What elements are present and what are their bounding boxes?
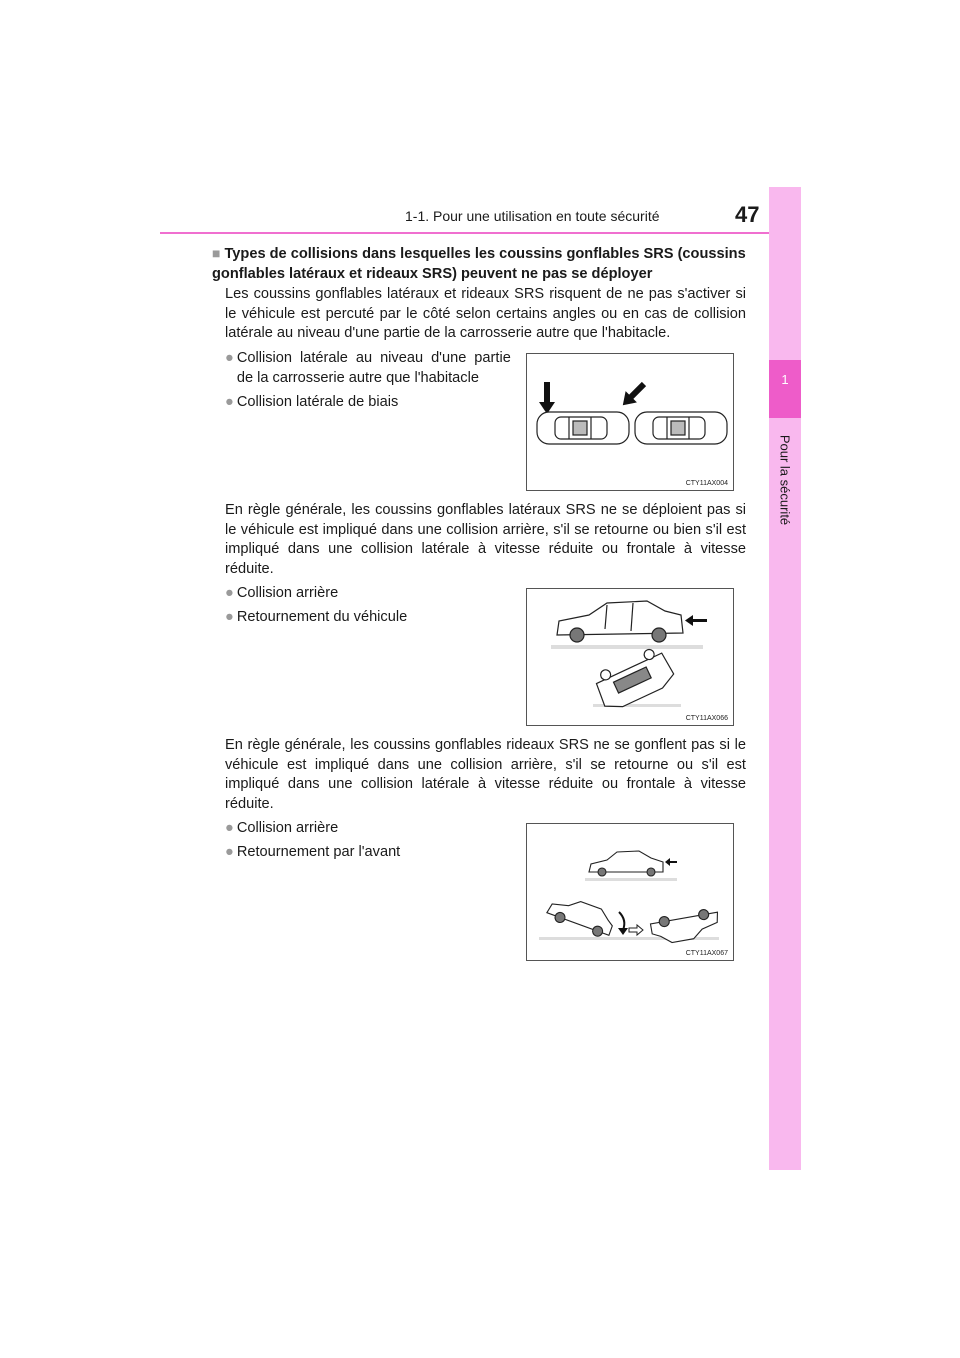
list-item-text: Collision arrière [236, 585, 339, 601]
front-rollover-illustration [527, 824, 733, 960]
list-item-text: Collision latérale au niveau d'une partie de la carrosserie autre que l'habitacle [236, 350, 511, 386]
side-tab-strip [769, 187, 801, 1170]
chapter-label: Pour la sécurité [777, 434, 793, 526]
intro-paragraph: Les coussins gonflables latéraux et rideaux SRS risquent de ne pas s'activer si le véhicule est percuté par le côté selon certains angles ou en cas de collision latérale au niveau d'une partie de la carrosserie autre que l'habitacle. [225, 286, 746, 342]
heading-text: Types de collisions dans lesquelles les coussins gonflables SRS (coussins gonflables latéraux et rideaux SRS) peuvent ne pas se déployer [212, 246, 746, 282]
list-item [225, 843, 400, 863]
list-item [225, 608, 407, 628]
bullet-dot-icon: ● [225, 350, 234, 366]
section-heading [212, 243, 747, 284]
bullet-dot-icon: ● [225, 844, 234, 860]
chapter-tab [769, 360, 801, 418]
figure-code: CTY11AX004 [685, 480, 728, 487]
list-item-text: Collision arrière [236, 820, 339, 836]
paragraph-curtain-airbags: En règle générale, les coussins gonflables rideaux SRS ne se gonflent pas si le véhicule est impliqué dans une collision arrière, s'il se retourne ou s'il est impliqué dans une collision latérale à vitesse réduite ou frontale à vitesse réduite. [225, 737, 746, 812]
figure-code: CTY11AX067 [685, 950, 728, 957]
figure-side-collision [526, 353, 734, 491]
square-bullet-icon: ■ [212, 245, 221, 261]
chapter-number: 1 [781, 372, 789, 387]
side-collision-illustration [527, 354, 733, 490]
list-item-text: Collision latérale de biais [236, 394, 399, 410]
paragraph-side-airbags: En règle générale, les coussins gonflables latéraux SRS ne se déploient pas si le véhicule est impliqué dans une collision arrière, s'il se retourne ou bien s'il est impliqué dans une collision latérale à vitesse réduite ou frontale à vitesse réduite. [225, 502, 746, 577]
figure-rear-front-rollover [526, 823, 734, 961]
bullet-dot-icon: ● [225, 394, 234, 410]
list-item-text: Retournement par l'avant [236, 844, 401, 860]
section-title: 1-1. Pour une utilisation en toute sécurité [405, 208, 660, 224]
rear-collision-rollover-illustration [527, 589, 733, 725]
list-item [225, 349, 511, 388]
figure-rear-rollover [526, 588, 734, 726]
bullet-dot-icon: ● [225, 609, 234, 625]
header-rule [160, 232, 800, 234]
page-number: 47 [735, 202, 760, 227]
bullet-dot-icon: ● [225, 585, 234, 601]
figure-code: CTY11AX066 [685, 715, 728, 722]
list-item-text: Retournement du véhicule [236, 609, 408, 625]
bullet-dot-icon: ● [225, 820, 234, 836]
list-item [225, 584, 338, 604]
list-item [225, 393, 398, 413]
list-item [225, 819, 338, 839]
